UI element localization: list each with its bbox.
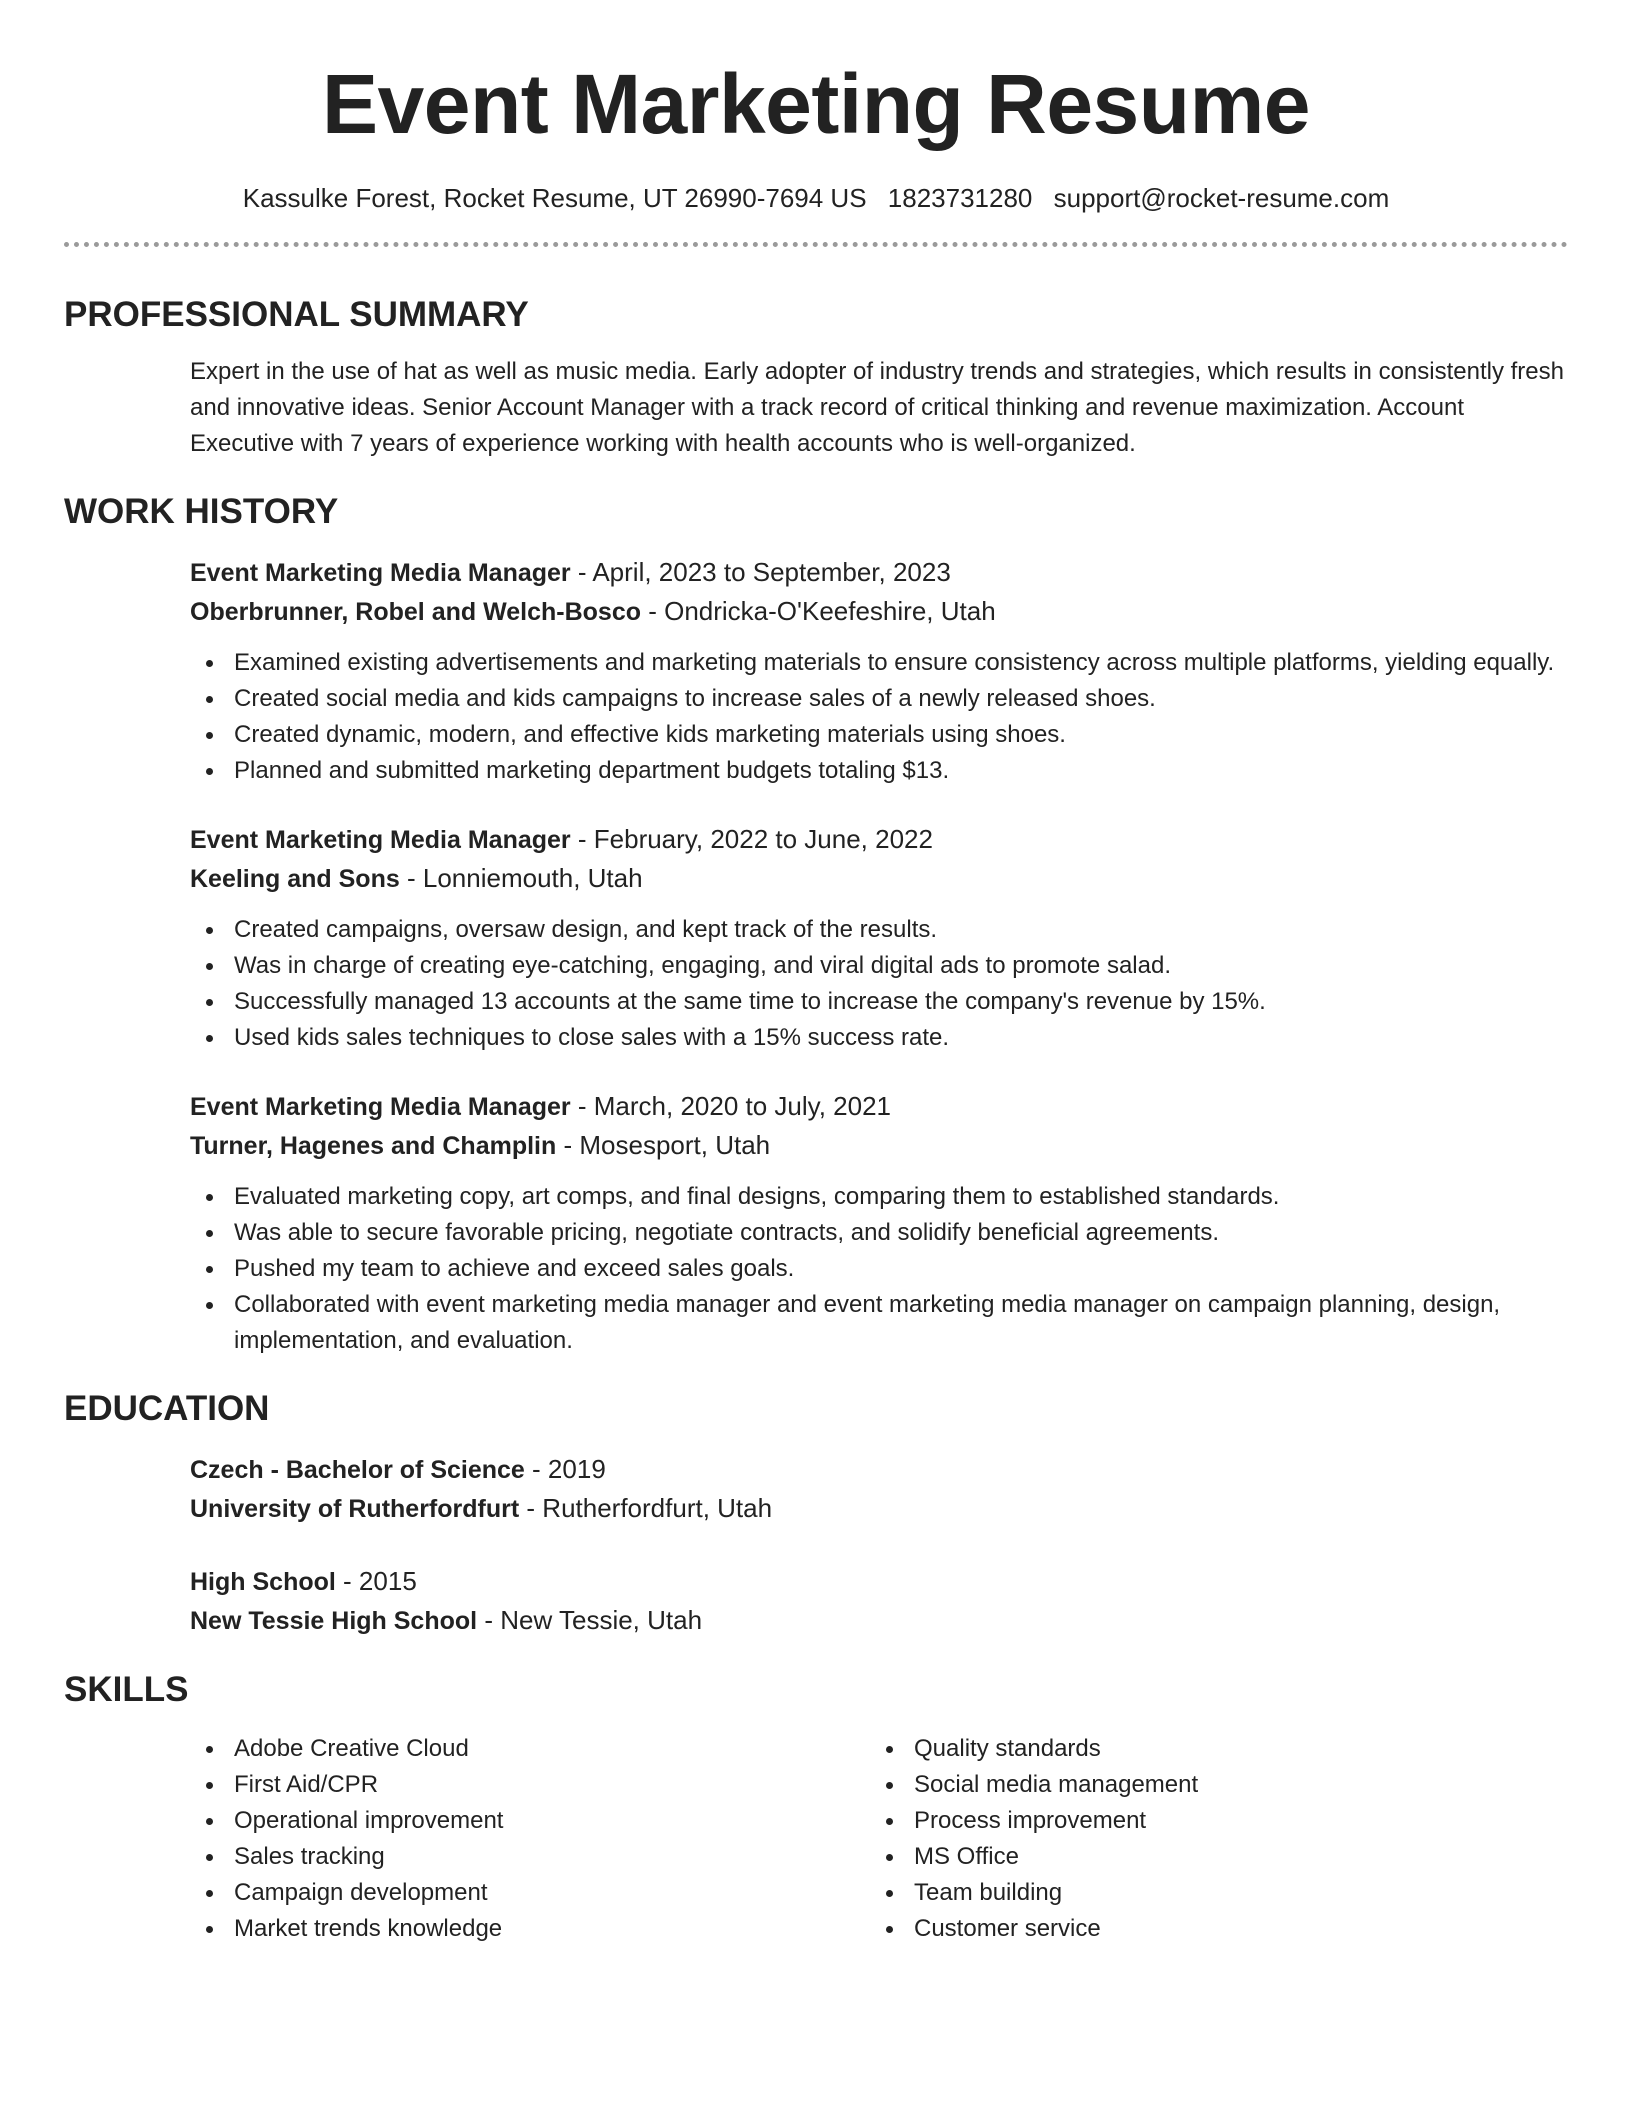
- job-title: Event Marketing Media Manager: [190, 559, 571, 587]
- job-entry: [190, 820, 1564, 1056]
- education-degree-line: [190, 1450, 1564, 1489]
- list-item: Examined existing advertisements and marketing materials to ensure consistency across multiple platforms, yielding equally.: [190, 645, 1564, 681]
- education-degree: Czech - Bachelor of Science: [190, 1456, 525, 1484]
- education-school: University of Rutherfordfurt: [190, 1495, 520, 1523]
- skill-item: Social media management: [870, 1767, 1550, 1803]
- list-item: Was in charge of creating eye-catching, engaging, and viral digital ads to promote salad.: [190, 948, 1564, 984]
- education-location: - Rutherfordfurt, Utah: [519, 1493, 773, 1523]
- skills-column-left: [190, 1731, 870, 1947]
- education-degree-line: [190, 1562, 1564, 1601]
- skills-column-right: [870, 1731, 1550, 1947]
- job-title-line: [190, 820, 1564, 859]
- job-entry: [190, 1087, 1564, 1359]
- section-heading-skills: SKILLS: [64, 1670, 189, 1709]
- education-entry: [190, 1450, 1564, 1528]
- list-item: Successfully managed 13 accounts at the same time to increase the company's revenue by 15%.: [190, 984, 1564, 1020]
- skill-item: Campaign development: [190, 1875, 870, 1911]
- contact-email: support@rocket-resume.com: [1053, 183, 1390, 213]
- header-divider: [64, 242, 1568, 247]
- job-title: Event Marketing Media Manager: [190, 826, 571, 854]
- job-title-line: [190, 1087, 1564, 1126]
- section-heading-education: EDUCATION: [64, 1389, 270, 1428]
- education-location: - New Tessie, Utah: [477, 1605, 703, 1635]
- job-bullets: [190, 645, 1564, 789]
- job-company-line: [190, 859, 1564, 898]
- education-entry: [190, 1562, 1564, 1640]
- skill-item: Operational improvement: [190, 1803, 870, 1839]
- list-item: Created dynamic, modern, and effective kids marketing materials using shoes.: [190, 717, 1564, 753]
- list-item: Was able to secure favorable pricing, negotiate contracts, and solidify beneficial agreements.: [190, 1215, 1564, 1251]
- resume-page: [64, 0, 1568, 1947]
- job-dates: - March, 2020 to July, 2021: [570, 1091, 892, 1121]
- education-year: - 2019: [524, 1454, 606, 1484]
- list-item: Pushed my team to achieve and exceed sales goals.: [190, 1251, 1564, 1287]
- education-school-line: [190, 1489, 1564, 1528]
- job-title: Event Marketing Media Manager: [190, 1093, 571, 1121]
- skill-item: Adobe Creative Cloud: [190, 1731, 870, 1767]
- list-item: Planned and submitted marketing department budgets totaling $13.: [190, 753, 1564, 789]
- job-bullets: [190, 1179, 1564, 1359]
- summary-section: [190, 354, 1564, 462]
- contact-address: Kassulke Forest, Rocket Resume, UT 26990-7694 US: [242, 183, 867, 213]
- job-company-line: [190, 1126, 1564, 1165]
- job-location: - Ondricka-O'Keefeshire, Utah: [641, 596, 996, 626]
- skill-item: Team building: [870, 1875, 1550, 1911]
- job-company: Turner, Hagenes and Champlin: [190, 1132, 557, 1160]
- skill-item: First Aid/CPR: [190, 1767, 870, 1803]
- list-item: Created social media and kids campaigns to increase sales of a newly released shoes.: [190, 681, 1564, 717]
- job-entry: [190, 553, 1564, 789]
- job-title-line: [190, 553, 1564, 592]
- education-school-line: [190, 1601, 1564, 1640]
- education-degree: High School: [190, 1568, 336, 1596]
- skills-bullets-left: [190, 1731, 870, 1947]
- summary-text: Expert in the use of hat as well as music media. Early adopter of industry trends and strategies, which results in consistently fresh and innovative ideas. Senior Account Manager with a track record of critical thinking and revenue maximization. Account Executive with 7 years of experience working with health accounts who is well-organized.: [190, 358, 1564, 457]
- contact-line: [64, 183, 1568, 214]
- resume-title: Event Marketing Resume: [322, 57, 1310, 151]
- section-heading-summary: PROFESSIONAL SUMMARY: [64, 295, 529, 334]
- list-item: Created campaigns, oversaw design, and kept track of the results.: [190, 912, 1564, 948]
- skill-item: Quality standards: [870, 1731, 1550, 1767]
- skills-bullets-right: [870, 1731, 1550, 1947]
- skill-item: Sales tracking: [190, 1839, 870, 1875]
- section-heading-work-history: WORK HISTORY: [64, 492, 339, 531]
- contact-phone: 1823731280: [887, 183, 1033, 213]
- job-company-line: [190, 592, 1564, 631]
- skills-list: [190, 1731, 1564, 1947]
- skill-item: Process improvement: [870, 1803, 1550, 1839]
- education-school: New Tessie High School: [190, 1607, 478, 1635]
- skill-item: Customer service: [870, 1911, 1550, 1947]
- job-company: Keeling and Sons: [190, 865, 400, 893]
- job-dates: - February, 2022 to June, 2022: [570, 824, 933, 854]
- list-item: Used kids sales techniques to close sales with a 15% success rate.: [190, 1020, 1564, 1056]
- job-company: Oberbrunner, Robel and Welch-Bosco: [190, 598, 641, 626]
- list-item: Evaluated marketing copy, art comps, and final designs, comparing them to established standards.: [190, 1179, 1564, 1215]
- job-location: - Mosesport, Utah: [556, 1130, 771, 1160]
- job-bullets: [190, 912, 1564, 1056]
- skill-item: Market trends knowledge: [190, 1911, 870, 1947]
- job-location: - Lonniemouth, Utah: [399, 863, 643, 893]
- list-item: Collaborated with event marketing media manager and event marketing media manager on campaign planning, design, implementation, and evaluation.: [190, 1287, 1564, 1359]
- education-year: - 2015: [335, 1566, 417, 1596]
- skill-item: MS Office: [870, 1839, 1550, 1875]
- job-dates: - April, 2023 to September, 2023: [570, 557, 951, 587]
